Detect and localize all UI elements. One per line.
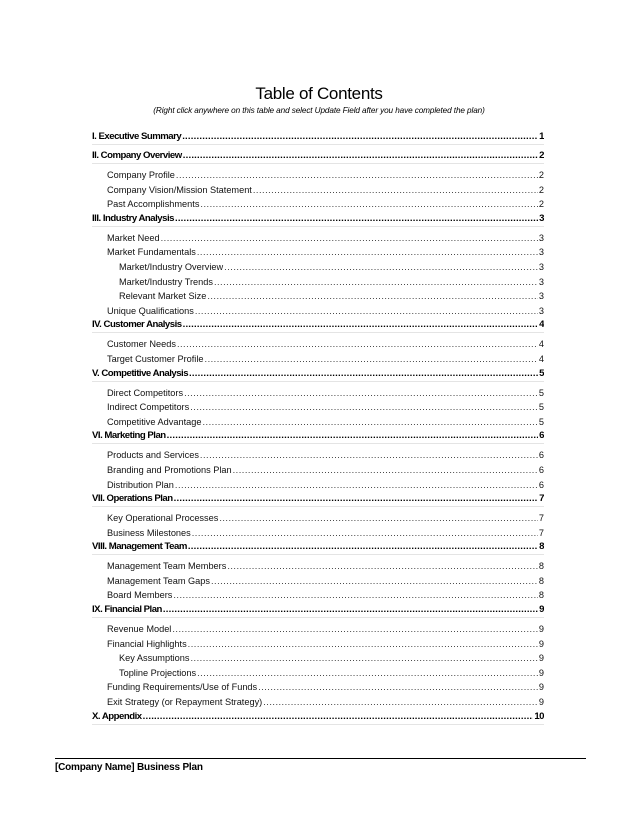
toc-page-number: 9 bbox=[538, 624, 544, 635]
toc-subsection-entry[interactable] bbox=[92, 588, 544, 603]
toc-entry-label: Exit Strategy (or Repayment Strategy) bbox=[107, 697, 263, 708]
toc-entry-label: Funding Requirements/Use of Funds bbox=[107, 682, 258, 693]
toc-subsection-entry[interactable] bbox=[92, 386, 544, 401]
toc-entry-label: Relevant Market Size bbox=[119, 291, 207, 302]
toc-dot-leader bbox=[197, 245, 538, 260]
footer-title: [Company Name] Business Plan bbox=[55, 762, 203, 773]
toc-dot-leader bbox=[211, 574, 538, 589]
toc-section-entry[interactable] bbox=[92, 318, 544, 333]
toc-page-number: 9 bbox=[538, 638, 544, 649]
toc-page-number: 2 bbox=[538, 170, 544, 180]
toc-page-number: 2 bbox=[538, 199, 544, 210]
toc-page-number: 5 bbox=[539, 367, 544, 379]
toc-dot-leader bbox=[188, 637, 538, 652]
toc-entry-label: I. Executive Summary bbox=[92, 131, 182, 142]
toc-dot-leader bbox=[263, 695, 538, 710]
toc-subsection-entry[interactable] bbox=[92, 637, 544, 652]
toc-subsection-entry[interactable] bbox=[92, 574, 544, 589]
toc-dot-leader bbox=[182, 130, 538, 144]
toc-page-number: 6 bbox=[539, 430, 544, 442]
toc-dot-leader bbox=[161, 231, 538, 246]
table-of-contents[interactable] bbox=[92, 130, 544, 729]
toc-page-number: 8 bbox=[538, 590, 544, 601]
toc-dot-leader bbox=[197, 666, 538, 681]
toc-page-number: 9 bbox=[538, 682, 544, 693]
toc-subsection-entry[interactable] bbox=[92, 559, 544, 574]
toc-entry-label: Market Need bbox=[107, 232, 160, 243]
toc-entry-label: IV. Customer Analysis bbox=[92, 319, 182, 331]
toc-entry-label: Market/Industry Overview bbox=[119, 261, 224, 272]
toc-section-entry[interactable] bbox=[92, 540, 544, 555]
toc-page-number: 3 bbox=[539, 212, 544, 224]
toc-entry-label: Direct Competitors bbox=[107, 387, 184, 398]
toc-subsection-entry[interactable] bbox=[92, 352, 544, 367]
toc-page-number: 4 bbox=[538, 353, 544, 364]
toc-page-number: 3 bbox=[538, 291, 544, 302]
toc-page-number: 1 bbox=[539, 131, 544, 142]
toc-entry-label: Company Profile bbox=[107, 170, 175, 180]
toc-subsection-entry[interactable] bbox=[92, 478, 544, 493]
toc-entry-label: Products and Services bbox=[107, 450, 199, 461]
footer-divider bbox=[55, 758, 586, 759]
toc-subsection-entry[interactable] bbox=[92, 526, 544, 541]
toc-section-entry[interactable] bbox=[92, 212, 544, 227]
toc-entry-label: IX. Financial Plan bbox=[92, 604, 162, 616]
toc-dot-leader bbox=[188, 540, 538, 554]
toc-subsection-entry[interactable] bbox=[92, 463, 544, 478]
toc-entry-label: VI. Marketing Plan bbox=[92, 430, 166, 442]
toc-entry-label: Company Vision/Mission Statement bbox=[107, 184, 252, 195]
toc-page-number: 4 bbox=[539, 319, 544, 331]
toc-entry-label: Market/Industry Trends bbox=[119, 276, 213, 287]
toc-entry-label: Market Fundamentals bbox=[107, 247, 196, 258]
toc-page-number: 2 bbox=[538, 184, 544, 195]
toc-page-number: 3 bbox=[538, 305, 544, 316]
toc-section-entry[interactable] bbox=[92, 367, 544, 382]
toc-subsection-entry[interactable] bbox=[92, 448, 544, 463]
toc-dot-leader bbox=[233, 463, 538, 478]
toc-dot-leader bbox=[175, 478, 538, 493]
toc-title: Table of Contents bbox=[255, 84, 383, 103]
toc-dot-leader bbox=[205, 352, 538, 367]
toc-instruction: (Right click anywhere on this table and select Update Field after you have completed the plan) bbox=[153, 106, 485, 115]
toc-page-number: 9 bbox=[539, 604, 544, 616]
toc-subsection-entry[interactable] bbox=[92, 304, 544, 319]
toc-dot-leader bbox=[184, 386, 538, 401]
toc-entry-label: Target Customer Profile bbox=[107, 353, 204, 364]
toc-entry-label: Board Members bbox=[107, 590, 173, 601]
toc-dot-leader bbox=[253, 183, 538, 198]
toc-page-number: 6 bbox=[538, 464, 544, 475]
toc-page-number: 7 bbox=[538, 527, 544, 538]
toc-dot-leader bbox=[175, 212, 538, 226]
toc-dot-leader bbox=[200, 448, 538, 463]
toc-dot-leader bbox=[183, 318, 539, 332]
toc-subsection-entry[interactable] bbox=[92, 651, 544, 666]
toc-subsection-entry[interactable] bbox=[92, 680, 544, 695]
toc-page-number: 7 bbox=[539, 493, 544, 505]
toc-dot-leader bbox=[195, 304, 538, 319]
toc-entry-label: X. Appendix bbox=[92, 710, 142, 722]
toc-subsection-entry[interactable] bbox=[92, 168, 544, 183]
toc-page-number: 4 bbox=[538, 339, 544, 350]
toc-dot-leader bbox=[183, 149, 538, 163]
toc-dot-leader bbox=[192, 526, 538, 541]
toc-dot-leader bbox=[173, 588, 538, 603]
toc-section-entry[interactable] bbox=[92, 710, 544, 725]
toc-page-number: 9 bbox=[538, 697, 544, 708]
toc-entry-label: Business Milestones bbox=[107, 527, 191, 538]
toc-page-number: 9 bbox=[538, 667, 544, 678]
toc-entry-label: Key Assumptions bbox=[119, 653, 190, 664]
toc-page-number: 8 bbox=[539, 541, 544, 553]
toc-subsection-entry[interactable] bbox=[92, 415, 544, 430]
toc-dot-leader bbox=[163, 603, 538, 617]
toc-section-entry[interactable] bbox=[92, 492, 544, 507]
toc-dot-leader bbox=[172, 622, 538, 637]
toc-page-number: 8 bbox=[538, 575, 544, 586]
toc-dot-leader bbox=[167, 429, 539, 443]
toc-subsection-entry[interactable] bbox=[92, 337, 544, 352]
toc-dot-leader bbox=[224, 260, 538, 275]
toc-entry-label: Branding and Promotions Plan bbox=[107, 464, 232, 475]
toc-entry-label: Topline Projections bbox=[119, 667, 197, 678]
toc-dot-leader bbox=[214, 275, 538, 290]
toc-subsection-entry[interactable] bbox=[92, 183, 544, 198]
toc-page-number: 2 bbox=[539, 150, 544, 161]
toc-entry-label: Management Team Members bbox=[107, 561, 227, 572]
toc-entry-label: VII. Operations Plan bbox=[92, 493, 173, 505]
toc-section-entry[interactable] bbox=[92, 429, 544, 444]
toc-page-number: 3 bbox=[538, 247, 544, 258]
toc-dot-leader bbox=[258, 680, 538, 695]
toc-entry-label: Management Team Gaps bbox=[107, 575, 210, 586]
toc-page-number: 9 bbox=[538, 653, 544, 664]
toc-page-number: 5 bbox=[538, 387, 544, 398]
toc-page-number: 3 bbox=[538, 276, 544, 287]
toc-entry-label: II. Company Overview bbox=[92, 150, 182, 161]
toc-subsection-entry[interactable] bbox=[92, 260, 544, 275]
toc-entry-label: Customer Needs bbox=[107, 339, 176, 350]
toc-entry-label: Competitive Advantage bbox=[107, 416, 202, 427]
toc-entry-label: Unique Qualifications bbox=[107, 305, 194, 316]
toc-entry-label: VIII. Management Team bbox=[92, 541, 187, 553]
toc-entry-label: Key Operational Processes bbox=[107, 513, 219, 524]
toc-entry-label: Financial Highlights bbox=[107, 638, 187, 649]
toc-dot-leader bbox=[190, 651, 537, 666]
toc-dot-leader bbox=[203, 415, 538, 430]
toc-entry-label: III. Industry Analysis bbox=[92, 212, 174, 224]
toc-entry-label: Past Accomplishments bbox=[107, 199, 200, 210]
toc-dot-leader bbox=[177, 337, 538, 352]
toc-subsection-entry[interactable] bbox=[92, 275, 544, 290]
toc-subsection-entry[interactable] bbox=[92, 197, 544, 212]
toc-entry-label: Indirect Competitors bbox=[107, 402, 190, 413]
toc-subsection-entry[interactable] bbox=[92, 511, 544, 526]
toc-dot-leader bbox=[174, 492, 539, 506]
toc-subsection-entry[interactable] bbox=[92, 231, 544, 246]
toc-dot-leader bbox=[176, 168, 538, 183]
toc-page-number: 7 bbox=[538, 513, 544, 524]
toc-section-entry[interactable] bbox=[92, 603, 544, 618]
toc-subsection-entry[interactable] bbox=[92, 289, 544, 304]
toc-subsection-entry[interactable] bbox=[92, 695, 544, 710]
toc-dot-leader bbox=[190, 400, 538, 415]
toc-subsection-entry[interactable] bbox=[92, 666, 544, 681]
toc-page-number: 10 bbox=[534, 710, 544, 722]
toc-page-number: 8 bbox=[538, 561, 544, 572]
toc-dot-leader bbox=[200, 197, 537, 212]
toc-page-number: 3 bbox=[538, 232, 544, 243]
toc-subsection-entry[interactable] bbox=[92, 245, 544, 260]
toc-page-number: 6 bbox=[538, 450, 544, 461]
toc-page-number: 5 bbox=[538, 402, 544, 413]
toc-dot-leader bbox=[189, 367, 538, 381]
toc-entry-label: Distribution Plan bbox=[107, 479, 174, 490]
toc-page-number: 5 bbox=[538, 416, 544, 427]
toc-subsection-entry[interactable] bbox=[92, 622, 544, 637]
toc-entry-label: Revenue Model bbox=[107, 624, 172, 635]
toc-dot-leader bbox=[219, 511, 538, 526]
toc-page-number: 3 bbox=[538, 261, 544, 272]
toc-entry-label: V. Competitive Analysis bbox=[92, 367, 189, 379]
toc-section-entry[interactable] bbox=[92, 149, 544, 164]
toc-section-entry[interactable] bbox=[92, 130, 544, 145]
toc-dot-leader bbox=[207, 289, 538, 304]
toc-page-number: 6 bbox=[538, 479, 544, 490]
toc-dot-leader bbox=[143, 710, 534, 724]
toc-dot-leader bbox=[227, 559, 538, 574]
toc-subsection-entry[interactable] bbox=[92, 400, 544, 415]
